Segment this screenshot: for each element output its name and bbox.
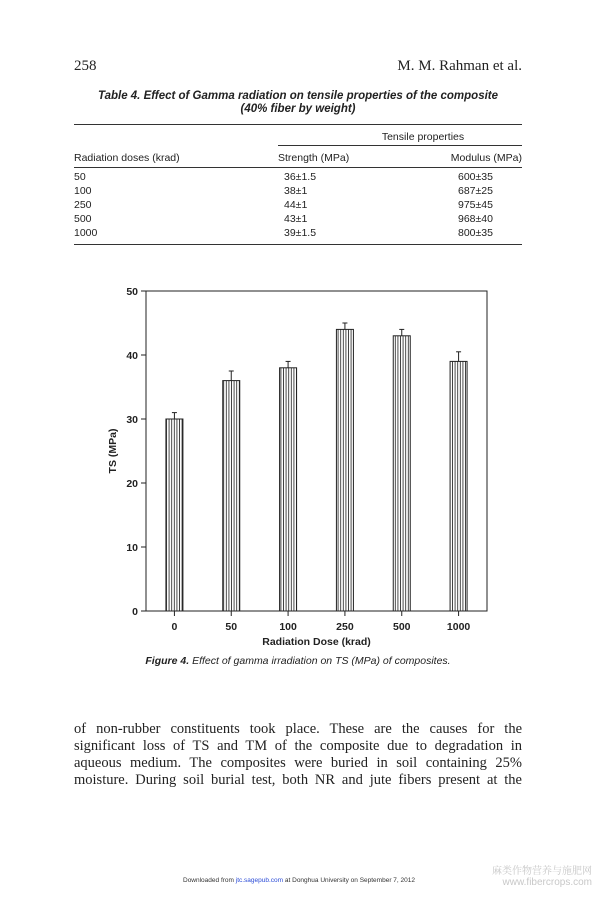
body-line: significant loss of TS and TM of the composite due to degradation in bbox=[74, 738, 522, 754]
x-tick-label: 0 bbox=[171, 621, 178, 633]
body-line: aqueous medium. The composites were buried in soil containing 25% bbox=[74, 755, 522, 771]
table-cell-strength: 43±1 bbox=[284, 213, 308, 225]
x-tick-label: 100 bbox=[279, 621, 297, 633]
table-cell-modulus: 600±35 bbox=[458, 171, 493, 183]
table-group-header: Tensile properties bbox=[381, 131, 465, 143]
table-group-rule bbox=[278, 145, 522, 146]
watermark-line2: www.fibercrops.com bbox=[502, 877, 592, 888]
y-tick-label: 30 bbox=[126, 414, 138, 426]
bar bbox=[336, 329, 353, 611]
table-cell-dose: 250 bbox=[74, 199, 92, 211]
table-cell-modulus: 968±40 bbox=[458, 213, 493, 225]
table-header-dose: Radiation doses (krad) bbox=[74, 152, 180, 164]
figure-caption bbox=[74, 655, 522, 667]
table-cell-modulus: 800±35 bbox=[458, 227, 493, 239]
footer-prefix: Downloaded from bbox=[183, 877, 236, 884]
bar bbox=[223, 381, 240, 611]
footer-suffix: at Donghua University on September 7, 2012 bbox=[283, 877, 415, 884]
figure-label: Figure 4. bbox=[145, 655, 190, 667]
table-caption-line2: (40% fiber by weight) bbox=[240, 103, 356, 115]
table-cell-dose: 100 bbox=[74, 185, 92, 197]
y-axis-label: TS (MPa) bbox=[107, 428, 119, 474]
plot-frame bbox=[146, 291, 487, 611]
table-caption-line1: Table 4. Effect of Gamma radiation on tensile properties of the composite bbox=[97, 90, 499, 102]
table-cell-dose: 50 bbox=[74, 171, 86, 183]
table-top-rule bbox=[74, 124, 522, 125]
table-header-modulus: Modulus (MPa) bbox=[450, 152, 522, 164]
y-tick-label: 50 bbox=[126, 286, 138, 298]
table-caption bbox=[74, 90, 522, 116]
table-cell-dose: 500 bbox=[74, 213, 92, 225]
body-line: moisture. During soil burial test, both NR and jute fibers present at the bbox=[74, 772, 522, 788]
x-axis-label: Radiation Dose (krad) bbox=[262, 636, 371, 648]
y-tick-label: 20 bbox=[126, 478, 138, 490]
page-number: 258 bbox=[74, 58, 97, 74]
y-tick-label: 0 bbox=[132, 606, 138, 618]
watermark bbox=[492, 866, 592, 888]
y-tick-label: 40 bbox=[126, 350, 138, 362]
bar bbox=[280, 368, 297, 611]
table-cell-strength: 38±1 bbox=[284, 185, 308, 197]
chart-plot-area bbox=[107, 286, 487, 648]
x-tick-label: 50 bbox=[225, 621, 238, 633]
table-cell-modulus: 975±45 bbox=[458, 199, 493, 211]
y-tick-label: 10 bbox=[126, 542, 138, 554]
running-head: M. M. Rahman et al. bbox=[397, 58, 522, 74]
body-line: of non-rubber constituents took place. These are the causes for the bbox=[74, 721, 522, 737]
x-tick-label: 500 bbox=[392, 621, 411, 633]
figure-caption-text: Effect of gamma irradiation on TS (MPa) of composites. bbox=[192, 655, 451, 667]
table-header-strength: Strength (MPa) bbox=[278, 152, 350, 164]
table-bottom-rule bbox=[74, 244, 522, 245]
footer-link[interactable]: jtc.sagepub.com bbox=[235, 877, 284, 884]
table-header-rule bbox=[74, 167, 522, 168]
bar bbox=[166, 419, 183, 611]
x-tick-label: 1000 bbox=[446, 621, 471, 633]
bar bbox=[450, 361, 467, 611]
watermark-line1: 麻类作物营养与施肥网 bbox=[492, 866, 592, 877]
table-cell-strength: 36±1.5 bbox=[284, 171, 317, 183]
table-cell-modulus: 687±25 bbox=[458, 185, 493, 197]
x-tick-label: 250 bbox=[336, 621, 354, 633]
table-cell-strength: 39±1.5 bbox=[284, 227, 317, 239]
bar bbox=[393, 336, 410, 611]
table-cell-strength: 44±1 bbox=[284, 199, 308, 211]
ts-bar-chart bbox=[95, 280, 505, 650]
table-cell-dose: 1000 bbox=[74, 227, 98, 239]
